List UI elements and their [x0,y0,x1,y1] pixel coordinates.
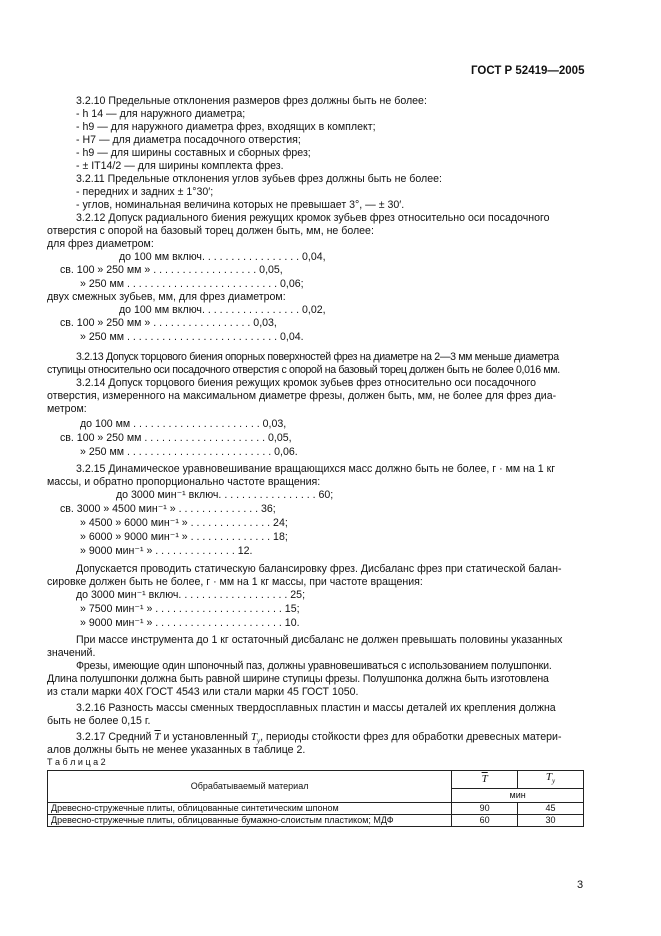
symbol-t-set: T [250,731,257,743]
text-line: из стали марки 40Х ГОСТ 4543 или стали марки 45 ГОСТ 1050. [47,686,359,698]
list-item: - ± IT14/2 — для ширины комплекта фрез. [76,160,284,172]
tolerance-row: » 250 мм . . . . . . . . . . . . . . . . . . . . . . . . . 0,06. [80,446,298,458]
balance-row: » 7500 мин⁻¹ » . . . . . . . . . . . . . . . . . . . . . . 15; [80,603,300,615]
tolerance-row: св. 100 » 250 мм » . . . . . . . . . . . . . . . . . . 0,05, [60,264,283,276]
column-header-material: Обрабатываемый материал [48,771,452,803]
tolerance-row: до 100 мм . . . . . . . . . . . . . . . . . . . . . . 0,03, [80,418,287,430]
tolerance-row: до 100 мм включ. . . . . . . . . . . . . . . . . 0,04, [119,251,326,263]
list-item: - h 14 — для наружного диаметра; [76,108,246,120]
list-item: - H7 — для диаметра посадочного отверстия; [76,134,301,146]
balance-row: до 3000 мин⁻¹ включ. . . . . . . . . . . . . . . . . 60; [116,489,334,501]
text-line: метром: [47,403,87,415]
text-line: значений. [47,647,96,659]
clause-3-2-16: 3.2.16 Разность массы сменных твердосплавных пластин и массы деталей их крепления должна [76,702,556,714]
clause-3-2-10: 3.2.10 Предельные отклонения размеров фрез должны быть не более: [76,95,427,107]
tolerance-row: » 250 мм . . . . . . . . . . . . . . . . . . . . . . . . . . 0,04. [80,331,304,343]
ty-cell: 30 [518,815,584,827]
balance-row: св. 3000 » 4500 мин⁻¹ » . . . . . . . . . . . . . . 36; [60,503,276,515]
symbol-t-mean: $\overline{T}$ [481,773,488,785]
clause-3-2-15: 3.2.15 Динамическое уравновешивание вращающихся масс должно быть не более, г · мм на 1 кг [76,463,556,475]
table-row [48,815,584,827]
tolerance-row: до 100 мм включ. . . . . . . . . . . . . . . . . 0,02, [119,304,326,316]
tolerance-row: св. 100 » 250 мм » . . . . . . . . . . . . . . . . . 0,03, [60,317,277,329]
symbol-t-subscript: у [256,737,261,746]
t-cell: 90 [452,803,518,815]
text-fragment: , периоды стойкости фрез для обработки древесных матери- [260,731,562,743]
list-item: - передних и задних ± 1°30′; [76,186,214,198]
balance-row: » 6000 » 9000 мин⁻¹ » . . . . . . . . . . . . . . 18; [80,531,288,543]
text-line: Длина полушпонки должна быть равной ширине ступицы фрезы. Полушпонка должна быть изготовлена [47,673,549,685]
text-line: сировке должен быть не более, г · мм на 1 кг массы, при частоте вращения: [47,576,423,588]
text-fragment: и установленный [160,731,251,743]
tolerance-row: св. 100 » 250 мм . . . . . . . . . . . . . . . . . . . . . 0,05, [60,432,292,444]
table-2 [47,770,584,827]
clause-3-2-13: 3.2.13 Допуск торцового биения опорных поверхностей фрез на диаметре на 2—3 мм меньше диаметра [76,351,559,363]
standard-header: ГОСТ Р 52419—2005 [471,65,585,77]
clause-3-2-11: 3.2.11 Предельные отклонения углов зубьев фрез должны быть не более: [76,173,442,185]
ty-cell: 45 [518,803,584,815]
balance-row: » 9000 мин⁻¹ » . . . . . . . . . . . . . . . . . . . . . . 10. [80,617,300,629]
clause-3-2-14: 3.2.14 Допуск торцового биения режущих кромок зубьев фрез относительно оси посадочного [76,377,537,389]
text-line: Фрезы, имеющие один шпоночный паз, должны уравновешиваться с использованием полушпонки. [76,660,552,672]
list-item: - h9 — для ширины составных и сборных фрез; [76,147,311,159]
material-cell: Древесно-стружечные плиты, облицованные синтетическим шпоном [48,803,452,815]
text-line: Допускается проводить статическую балансировку фрез. Дисбаланс фрез при статической балан- [76,563,562,575]
text-line: отверстия, измеренного на максимальном диаметре фрезы, должен быть, мм, не более для фрез диа- [47,390,557,402]
list-item: - углов, номинальная величина которых не превышает 3°, — ± 30′. [76,199,405,211]
text-line: для фрез диаметром: [47,238,154,250]
text-line: ступицы относительно оси посадочного отверстия с опорой на базовый торец должен быть не более 0,016 мм. [47,364,560,376]
page-number: 3 [577,879,584,891]
table-caption: Т а б л и ц а 2 [47,757,106,767]
text-fragment: 3.2.17 Средний [76,731,155,743]
symbol-t-set: T [545,771,553,784]
list-item: - h9 — для наружного диаметра фрез, входящих в комплект; [76,121,376,133]
column-header-t [452,771,518,789]
symbol-t-subscript: у [552,776,556,785]
table-row [48,803,584,815]
balance-row: » 9000 мин⁻¹ » . . . . . . . . . . . . . . 12. [80,545,253,557]
symbol-t-mean: $\overline{T}$ [154,731,161,743]
text-line: быть не более 0,15 г. [47,715,151,727]
t-cell: 60 [452,815,518,827]
balance-row: до 3000 мин⁻¹ включ. . . . . . . . . . . . . . . . . . . 25; [76,589,306,601]
text-line: отверстия с опорой на базовый торец должен быть, мм, не более: [47,225,374,237]
unit-cell: мин [452,789,584,803]
text-line: массы, и обратно пропорционально частоте вращения: [47,476,321,488]
text-line: При массе инструмента до 1 кг остаточный дисбаланс не должен превышать половины указанных [76,634,563,646]
balance-row: » 4500 » 6000 мин⁻¹ » . . . . . . . . . . . . . . 24; [80,517,288,529]
text-line: алов должны быть не менее указанных в таблице 2. [47,744,306,756]
text-line: двух смежных зубьев, мм, для фрез диаметром: [47,291,286,303]
clause-3-2-12: 3.2.12 Допуск радиального биения режущих кромок зубьев фрез относительно оси посадочного [76,212,550,224]
tolerance-row: » 250 мм . . . . . . . . . . . . . . . . . . . . . . . . . . 0,06; [80,278,304,290]
material-cell: Древесно-стружечные плиты, облицованные бумажно-слоистым пластиком; МДФ [48,815,452,827]
column-header-ty [518,771,584,789]
